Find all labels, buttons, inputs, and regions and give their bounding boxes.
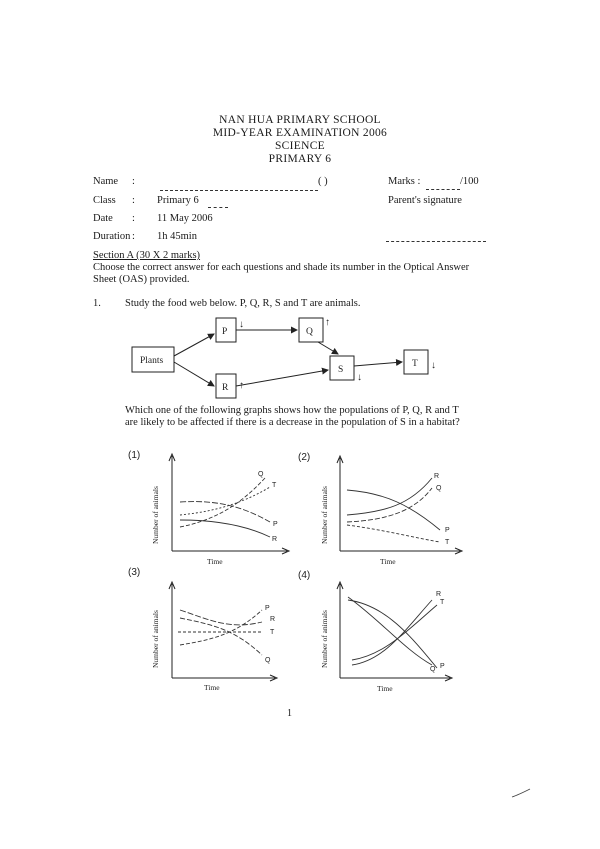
graph-1-series-p bbox=[180, 502, 270, 522]
graph-1-label-t: T bbox=[272, 482, 277, 489]
node-label-s: S bbox=[338, 365, 344, 375]
graph-4-series-q bbox=[348, 597, 432, 665]
graph-3-label-t: T bbox=[270, 629, 275, 636]
graph-2-label-p: P bbox=[445, 527, 450, 534]
school-name: NAN HUA PRIMARY SCHOOL bbox=[219, 114, 381, 126]
p-trend-arrow: ↓ bbox=[239, 319, 244, 330]
page-number: 1 bbox=[287, 708, 292, 719]
duration-label: Duration bbox=[93, 231, 131, 242]
graph-2-xlabel: Time bbox=[380, 557, 396, 566]
graph-1-ylabel: Number of animals bbox=[151, 486, 160, 544]
graph-3-series-r bbox=[180, 610, 262, 625]
r-trend-arrow: ↑ bbox=[239, 380, 244, 391]
date-value: 11 May 2006 bbox=[157, 213, 213, 224]
date-sep: : bbox=[132, 213, 135, 224]
graph-2-label-t: T bbox=[445, 539, 450, 546]
graph-3-axes bbox=[169, 582, 277, 681]
graph-4-label-p: P bbox=[440, 663, 445, 670]
register-number-field[interactable]: ( ) bbox=[318, 176, 328, 187]
graph-1-series-r bbox=[180, 520, 270, 537]
node-label-plants: Plants bbox=[140, 356, 164, 366]
question-number: 1. bbox=[93, 298, 101, 309]
section-instruction-2: Sheet (OAS) provided. bbox=[93, 274, 190, 285]
graph-4-label-t: T bbox=[440, 599, 445, 606]
graph-3-label: (3) bbox=[128, 567, 141, 578]
question-text-2: are likely to be affected if there is a decrease in the population of S in a habitat? bbox=[125, 417, 460, 428]
graph-3-ylabel: Number of animals bbox=[151, 610, 160, 668]
question-prompt: Study the food web below. P, Q, R, S and T are animals. bbox=[125, 298, 361, 309]
graph-1-label-p: P bbox=[273, 521, 278, 528]
graph-2-label: (2) bbox=[298, 452, 311, 463]
pen-mark bbox=[512, 789, 530, 797]
graph-2-label-r: R bbox=[434, 473, 440, 480]
graph-2-series-p bbox=[347, 490, 440, 530]
duration-value: 1h 45min bbox=[157, 231, 197, 242]
t-trend-arrow: ↓ bbox=[431, 360, 436, 371]
graph-4-ylabel: Number of animals bbox=[320, 610, 329, 668]
graph-1-label: (1) bbox=[128, 450, 141, 461]
exam-title: MID-YEAR EXAMINATION 2006 bbox=[212, 127, 388, 139]
marks-label: Marks : bbox=[388, 176, 421, 187]
graph-1-label-r: R bbox=[272, 536, 278, 543]
s-trend-arrow: ↓ bbox=[357, 372, 362, 383]
node-label-p: P bbox=[222, 327, 228, 337]
date-label: Date bbox=[93, 213, 113, 224]
section-title: Section A (30 X 2 marks) bbox=[93, 250, 201, 261]
graph-3-label-r: R bbox=[270, 616, 276, 623]
graph-2-series-r bbox=[347, 478, 432, 515]
graph-3-label-q: Q bbox=[265, 657, 271, 664]
class-value: Primary 6 bbox=[157, 195, 199, 206]
section-instruction-1: Choose the correct answer for each questions and shade its number in the Optical Answer bbox=[93, 262, 470, 273]
level: PRIMARY 6 bbox=[268, 153, 332, 165]
graph-4-label-q: Q bbox=[430, 666, 436, 673]
graph-1-series-q bbox=[180, 478, 265, 527]
graph-4-label: (4) bbox=[298, 570, 311, 581]
question-text-1: Which one of the following graphs shows how the populations of P, Q, R and T bbox=[125, 405, 459, 416]
graph-3-label-p: P bbox=[265, 605, 270, 612]
class-sep: : bbox=[132, 195, 135, 206]
node-label-r: R bbox=[222, 383, 229, 393]
node-label-t: T bbox=[412, 359, 418, 369]
duration-sep: : bbox=[132, 231, 135, 242]
graph-4-series-t bbox=[352, 605, 437, 660]
subject: SCIENCE bbox=[274, 140, 326, 152]
parent-signature-label: Parent's signature bbox=[388, 195, 462, 206]
graph-2-axes bbox=[337, 456, 462, 554]
graph-2-series-t bbox=[347, 525, 440, 542]
graph-3-xlabel: Time bbox=[204, 683, 220, 692]
graph-2-series-q bbox=[347, 488, 432, 522]
name-label: Name bbox=[93, 176, 119, 187]
graph-2-label-q: Q bbox=[436, 485, 442, 492]
name-colon: : bbox=[132, 176, 135, 187]
marks-total: /100 bbox=[460, 176, 479, 187]
graph-3-series-p bbox=[180, 610, 262, 645]
graph-2-ylabel: Number of animals bbox=[320, 486, 329, 544]
graph-3-series-q bbox=[180, 618, 262, 655]
node-label-q: Q bbox=[306, 327, 313, 337]
graph-4-label-r: R bbox=[436, 591, 442, 598]
q-trend-arrow: ↑ bbox=[325, 317, 330, 328]
graph-1-xlabel: Time bbox=[207, 557, 223, 566]
class-label: Class bbox=[93, 195, 116, 206]
graph-4-xlabel: Time bbox=[377, 684, 393, 693]
graph-1-axes bbox=[169, 454, 289, 554]
graph-1-label-q: Q bbox=[258, 471, 264, 478]
